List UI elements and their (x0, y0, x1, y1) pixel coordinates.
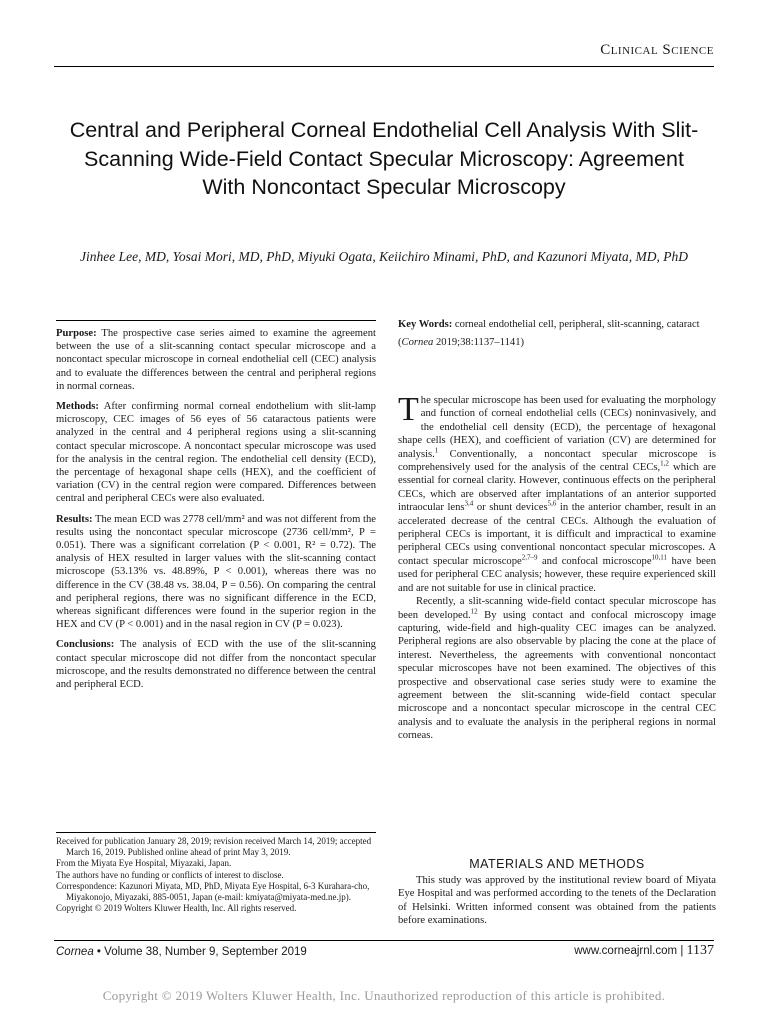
citation-details: 2019;38:1137–1141) (435, 337, 525, 349)
article-title: Central and Peripheral Corneal Endothelial Cell Analysis With Slit-Scanning Wide-Field Contact Specular Microscopy: Agreement With Noncontact Specular Microscopy (69, 118, 699, 199)
results-label: Results: (56, 513, 93, 525)
conclusions-label: Conclusions: (56, 639, 115, 651)
abstract-methods (56, 400, 376, 506)
methods-section (398, 874, 716, 928)
footer-journal-info: Cornea • Volume 38, Number 9, September 2019 (56, 946, 307, 958)
reference-link[interactable]: 3,4 (464, 499, 474, 508)
conclusions-text: The analysis of ECD with the use of the slit-scanning contact specular microscope did not differ from the noncontact specular microscope, and the results demonstrated no difference between the central and peripheral ECD. (56, 639, 376, 691)
footnote-rule (56, 832, 376, 833)
methods-text: After confirming normal corneal endothelium with slit-lamp microscopy, CEC images of 56 eyes of 56 cataractous patients were analyzed in the central and 4 peripheral regions using a slit-scanning contact specular microscope. A noncontact specular microscope was used for the analysis in the central region. The endothelial cell density (ECD), the percentage of hexagonal shape cells (HEX), and the coefficient of variation (CV) in the central region were compared. Differences between central and peripheral CECs were also evaluated. (56, 401, 376, 505)
copyright-watermark: Copyright © 2019 Wolters Kluwer Health, Inc. Unauthorized reproduction of this article is prohibited. (102, 988, 666, 1003)
results-text: The mean ECD was 2778 cell/mm² and was not different from the results using the noncontact specular microscope (2736 cell/mm², P = 0.051). There was a significant correlation (P < 0.001, R² = 0.72). The analysis of HEX resulted in larger values with the slit-scanning contact microscope (53.13% vs. 48.89%, P < 0.001), whereas there was no difference in the CV (38.48 vs. 38.04, P = 0.56). On comparing the central and peripheral regions, there was no significant difference in the ECD, whereas significant differences were found in the superior region in the HEX and CV (P < 0.001) and in the nasal region in CV (P = 0.023). (56, 513, 376, 631)
journal-website-link[interactable]: www.corneajrnl.com (574, 945, 678, 957)
keywords (398, 318, 716, 331)
abstract-purpose (56, 327, 376, 393)
intro-paragraph-1: The specular microscope has been used for evaluating the morphology and function of corneal endothelial cells (CECs) noninvasively, and the endothelial cell density (ECD), the percentage of hexagonal shape cells (HEX), and coefficient of variation (CV) are determined for analysis.$^1$ Conventionally, a noncontact specular microscope is comprehensively used for the analysis of the central CECs,$^{1,2}$ which are essential for corneal clarity. However, continuous effects on the peripheral CECs, which are observed after implantations of an anterior supported intraocular lens$^{3,4}$ or shunt devices$^{5,6}$ in the anterior chamber, result in an accelerated decrease of the central CECs. Although the evaluation of peripheral CECs is important, it is difficult and impractical to examine peripheral CECs using conventional noncontact specular microscopes. A contact specular microscope$^{2,7-9}$ and confocal microscope$^{10,11}$ have been used for peripheral CEC analysis; however, these require experienced skill and are not suitable for use in clinical practice. (398, 391, 717, 594)
methods-heading: MATERIALS AND METHODS (469, 857, 645, 871)
keywords-block (398, 318, 716, 348)
purpose-text: The prospective case series aimed to examine the agreement between the use of a slit-scanning contact specular microscope and a noncontact specular microscope in corneal endothelial cell (CEC) analysis and to evaluate the differences between the central and peripheral regions in normal corneas. (56, 328, 376, 392)
drop-cap: T (398, 391, 419, 428)
section-heading: Clinical Science (600, 42, 714, 58)
footer-journal: Cornea (56, 946, 94, 958)
footnote-copyright: Copyright © 2019 Wolters Kluwer Health, Inc. All rights reserved. (56, 903, 297, 914)
footnote-correspondence: Correspondence: Kazunori Miyata, MD, PhD, Miyata Eye Hospital, 6-3 Kurahara-cho, Miyakonojo, Miyazaki, 885-0051, Japan (e-mail: kmiyata@miyata-med.ne.jp). (56, 880, 370, 903)
footer-issue: Volume 38, Number 9, September 2019 (104, 946, 307, 958)
reference-link[interactable]: 1,2 (660, 459, 669, 468)
abstract-results (56, 513, 376, 632)
reference-link[interactable]: 12 (470, 606, 478, 615)
footnotes (56, 832, 376, 914)
abstract (56, 320, 376, 698)
purpose-label: Purpose: (56, 328, 97, 339)
header-rule (54, 66, 714, 67)
methods-paragraph: This study was approved by the institutional review board of Miyata Eye Hospital and was performed according to the tenets of the Declaration of Helsinki. Written informed consent was obtained from the patients before examinations. (398, 875, 716, 927)
reference-link[interactable]: 1 (434, 446, 439, 455)
footnote-coi: The authors have no funding or conflicts of interest to disclose. (56, 869, 284, 880)
abstract-conclusions (56, 638, 376, 691)
citation: (Cornea 2019;38:1137–1141) (398, 337, 525, 349)
citation-journal: Cornea (401, 337, 434, 349)
keywords-label: Key Words: (398, 319, 453, 330)
reference-link[interactable]: 2,7–9 (521, 553, 538, 562)
methods-label: Methods: (56, 401, 99, 413)
page-number: 1137 (686, 943, 714, 958)
footnote-received: Received for publication January 28, 2019; revision received March 14, 2019; accepted March 16, 2019. Published online ahead of print May 3, 2019. (56, 836, 372, 858)
reference-link[interactable]: 10,11 (651, 553, 668, 562)
footer-page-info: www.corneajrnl.com | 1137 (574, 943, 714, 958)
reference-link[interactable]: 5,6 (547, 499, 557, 508)
intro-paragraph-2: Recently, a slit-scanning wide-field contact specular microscope has been developed.$^{12}$ By using contact and confocal microscopy image capturing, wide-field and high-quality CEC images can be analyzed. Peripheral regions are also observable by placing the cone at the place of interest. Nevertheless, the agreements with conventional noncontact specular microscopes have not been examined. The objectives of this prospective and observational case series study were to examine the agreement between the slit-scanning wide-field contact specular microscope and a noncontact specular microscope in the central CEC analysis and to evaluate the analysis in the peripheral regions in normal corneas. (398, 596, 716, 742)
introduction (398, 391, 717, 743)
keywords-text: corneal endothelial cell, peripheral, slit-scanning, cataract (454, 319, 700, 330)
footer-rule (54, 940, 714, 941)
footnote-affiliation: From the Miyata Eye Hospital, Miyazaki, Japan. (56, 858, 232, 869)
abstract-rule (56, 320, 376, 321)
article-authors: Jinhee Lee, MD, Yosai Mori, MD, PhD, Miyuki Ogata, Keiichiro Minami, PhD, and Kazunori Miyata, MD, PhD (80, 249, 688, 264)
